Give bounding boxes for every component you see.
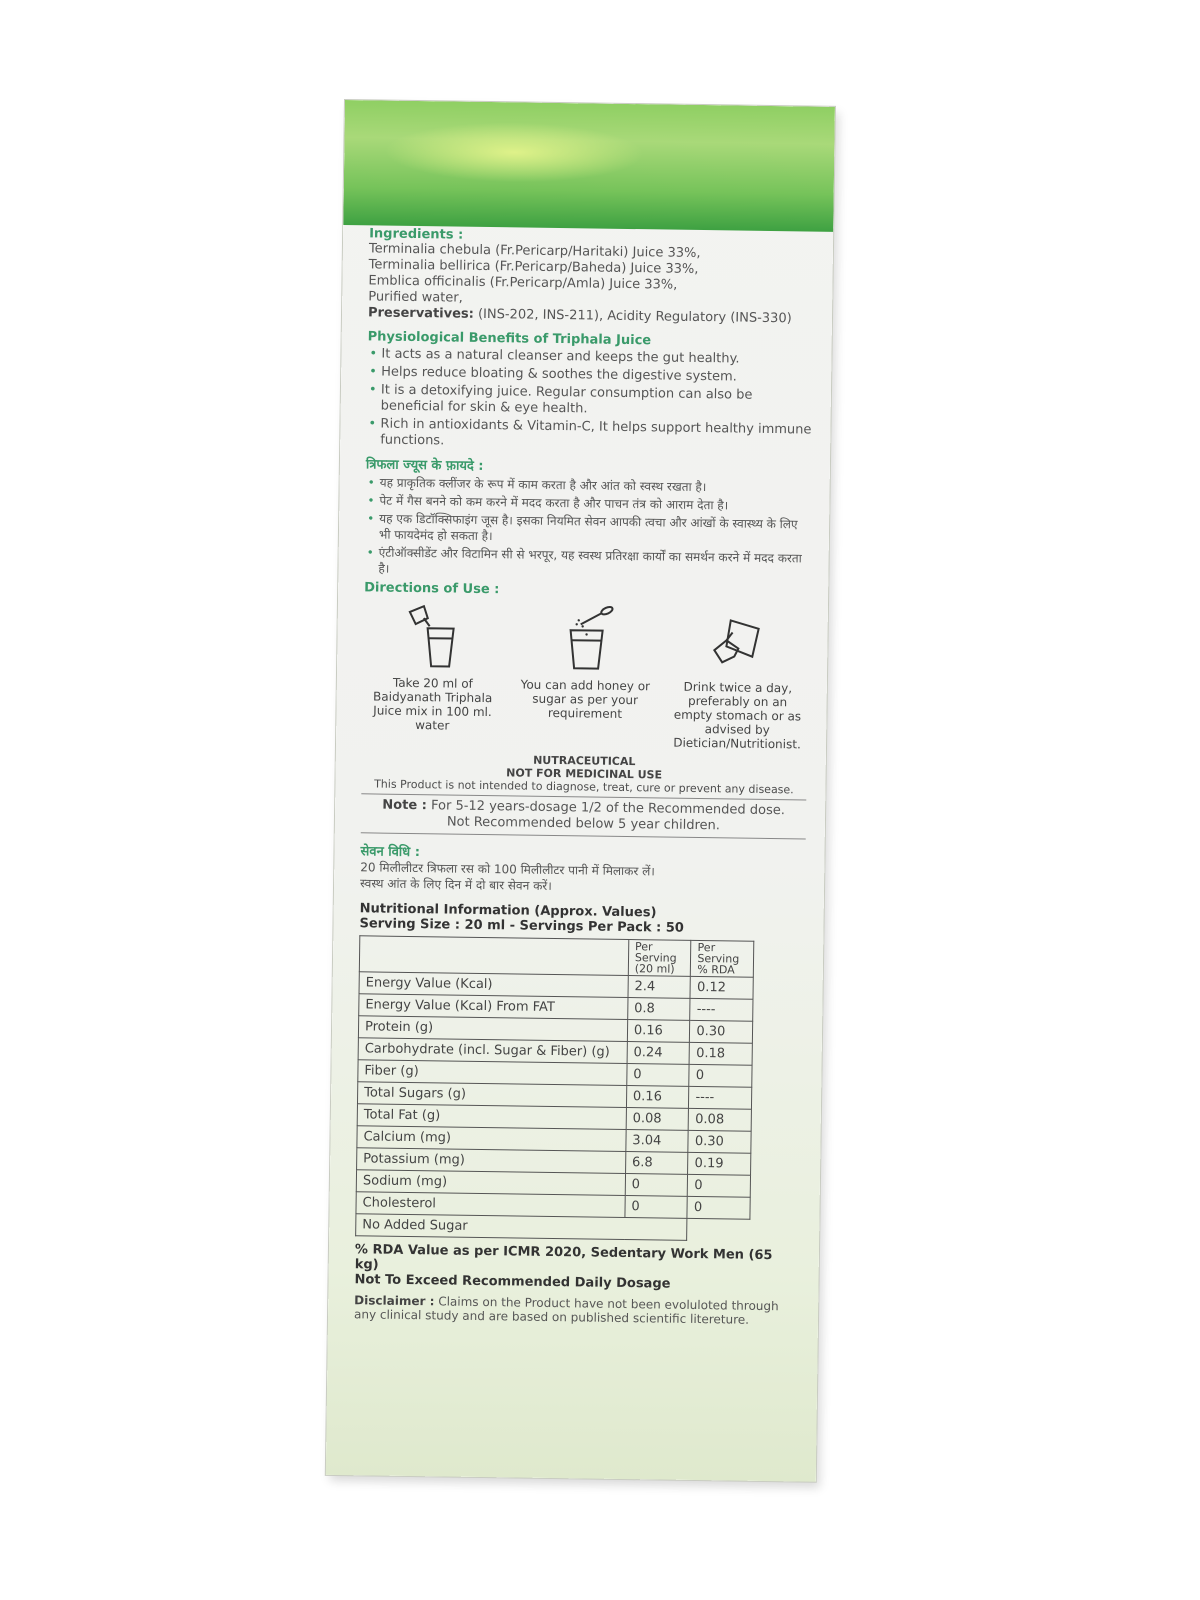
direction-text: Take 20 ml of Baidyanath Triphala Juice mix in 100 ml. water bbox=[372, 675, 493, 733]
directions-heading: Directions of Use : bbox=[364, 580, 500, 598]
table-cell-rda: ---- bbox=[689, 1086, 752, 1109]
direction-step bbox=[667, 606, 809, 752]
disclaimer-label: Disclaimer : bbox=[354, 1293, 435, 1309]
table-cell-name: Total Sugars (g) bbox=[357, 1082, 626, 1108]
table-cell-name: Energy Value (Kcal) From FAT bbox=[359, 994, 628, 1020]
hindi-usage-heading: सेवन विधि : bbox=[360, 844, 421, 861]
note-label: Note : bbox=[382, 797, 428, 814]
table-cell-name: Fiber (g) bbox=[358, 1060, 627, 1086]
table-cell-serving: 3.04 bbox=[626, 1130, 689, 1153]
serving-size: Serving Size : 20 ml - Servings Per Pack : 50 bbox=[359, 916, 684, 936]
table-cell-name: Calcium (mg) bbox=[357, 1126, 626, 1152]
spoon-into-glass-icon bbox=[556, 604, 617, 675]
rda-note: % RDA Value as per ICMR 2020, Sedentary Work Men (65 kg) bbox=[354, 1242, 773, 1273]
not-intended-notice: This Product is not intended to diagnose, treat, cure or prevent any disease. bbox=[374, 777, 794, 797]
table-cell-serving: 0.24 bbox=[627, 1042, 690, 1065]
no-added-sugar-cell: No Added Sugar bbox=[356, 1214, 688, 1241]
table-header-row bbox=[359, 936, 753, 977]
hindi-usage-line: 20 मिलीलीटर त्रिफला रस को 100 मिलीलीटर पानी में मिलाकर लें। bbox=[360, 860, 655, 879]
nutrition-section bbox=[354, 901, 805, 1327]
table-cell-name: Potassium (mg) bbox=[357, 1148, 626, 1174]
table-cell-serving: 0.16 bbox=[627, 1020, 690, 1043]
nutraceutical-label: NUTRACEUTICAL bbox=[533, 753, 636, 769]
hindi-usage-line: स्वस्थ आंत के लिए दिन में दो बार सेवन करें। bbox=[359, 876, 552, 893]
table-cell-serving: 0 bbox=[625, 1174, 688, 1197]
pour-into-glass-icon bbox=[403, 602, 464, 673]
col-header-serving: Per Serving (20 ml) bbox=[628, 940, 691, 977]
table-cell-name: Total Fat (g) bbox=[357, 1104, 626, 1130]
limit-note: Not To Exceed Recommended Daily Dosage bbox=[354, 1272, 671, 1292]
table-cell-name: Energy Value (Kcal) bbox=[359, 972, 628, 998]
green-top-band bbox=[343, 100, 835, 232]
table-cell-serving: 0.8 bbox=[628, 998, 691, 1021]
table-cell-serving: 0 bbox=[625, 1196, 688, 1219]
table-cell-rda: 0.19 bbox=[688, 1152, 751, 1175]
not-medicinal-label: NOT FOR MEDICINAL USE bbox=[506, 766, 663, 782]
direction-step bbox=[362, 601, 504, 747]
ingredient-line: Terminalia chebula (Fr.Pericarp/Haritaki) Juice 33%, bbox=[368, 241, 701, 261]
nutraceutical-block bbox=[361, 751, 807, 796]
table-cell-rda: 0 bbox=[687, 1196, 750, 1219]
benefit-item: • Rich in antioxidants & Vitamin-C, It helps support healthy immune functions. bbox=[366, 416, 811, 454]
direction-step bbox=[514, 603, 656, 749]
benefit-item: • It acts as a natural cleanser and keeps the gut healthy. bbox=[367, 346, 812, 368]
table-cell-rda: 0.12 bbox=[690, 976, 753, 999]
disclaimer bbox=[354, 1293, 799, 1327]
table-cell-serving: 2.4 bbox=[628, 976, 691, 999]
table-cell-name: Cholesterol bbox=[356, 1192, 625, 1218]
ingredient-line: Terminalia bellirica (Fr.Pericarp/Baheda) Juice 33%, bbox=[368, 257, 699, 277]
table-cell-name: Protein (g) bbox=[358, 1016, 627, 1042]
disclaimer-text: Claims on the Product have not been evoluloted through any clinical study and are based on published scientific litereture. bbox=[353, 1294, 779, 1327]
table-cell-serving: 0 bbox=[627, 1064, 690, 1087]
hindi-benefit-item: • यह एक डिटॉक्सिफाइंग जूस है। इसका नियमित सेवन आपकी त्वचा और आंखों के स्वास्थ्य के लिए भी फायदेमंद हो सकता है। bbox=[365, 510, 810, 548]
table-cell-rda: 0 bbox=[689, 1064, 752, 1087]
note-text-2: Not Recommended below 5 year children. bbox=[446, 814, 721, 834]
col-header-rda: Per Serving % RDA bbox=[691, 940, 754, 977]
benefits-heading: Physiological Benefits of Triphala Juice bbox=[367, 329, 652, 349]
ingredient-line: Emblica officinalis (Fr.Pericarp/Amla) Juice 33%, bbox=[368, 273, 678, 293]
directions-row bbox=[362, 601, 809, 751]
ingredient-line: Purified water, bbox=[368, 289, 463, 306]
table-cell-serving: 0.16 bbox=[626, 1086, 689, 1109]
benefit-item: • It is a detoxifying juice. Regular consumption can also be beneficial for skin & eye health. bbox=[367, 382, 812, 420]
direction-text: Drink twice a day, preferably on an empty stomach or as advised by Dietician/Nutritionist. bbox=[673, 679, 802, 752]
table-cell-rda: 0 bbox=[688, 1174, 751, 1197]
hand-holding-glass-icon bbox=[708, 606, 769, 677]
table-cell-rda: 0.18 bbox=[689, 1042, 752, 1065]
direction-text: You can add honey or sugar as per your requirement bbox=[520, 677, 651, 721]
table-cell-rda: 0.30 bbox=[688, 1130, 751, 1153]
table-cell-rda: 0.08 bbox=[689, 1108, 752, 1131]
ingredients-heading: Ingredients : bbox=[369, 226, 464, 243]
hindi-benefit-item: • एंटीऑक्सीडेंट और विटामिन सी से भरपूर, यह स्वस्थ प्रतिरक्षा कार्यों का समर्थन करने में मदद करता है। bbox=[364, 544, 809, 582]
hindi-benefit-item: • यह प्राकृतिक क्लींजर के रूप में काम करता है और आंत को स्वस्थ रखता है। bbox=[366, 474, 811, 496]
benefits-list bbox=[366, 346, 812, 454]
note-block bbox=[361, 797, 806, 835]
label-content bbox=[354, 226, 814, 1327]
hindi-benefits-heading: त्रिफला ज्यूस के फ़ायदे : bbox=[365, 457, 484, 474]
product-box-back-panel bbox=[326, 100, 835, 1482]
preservatives-text: (INS-202, INS-211), Acidity Regulatory (INS-330) bbox=[473, 306, 792, 327]
preservatives-label: Preservatives: bbox=[367, 305, 474, 322]
table-cell-rda: ---- bbox=[690, 998, 753, 1021]
table-cell-name: Carbohydrate (incl. Sugar & Fiber) (g) bbox=[358, 1038, 627, 1064]
hindi-benefits-list bbox=[364, 474, 810, 582]
nutrition-title: Nutritional Information (Approx. Values) bbox=[359, 901, 657, 921]
table-cell-serving: 0.08 bbox=[626, 1108, 689, 1131]
nutrition-table bbox=[355, 935, 754, 1241]
note-text: For 5-12 years-dosage 1/2 of the Recommended dose. bbox=[426, 798, 786, 819]
hindi-benefit-item: • पेट में गैस बनने को कम करने में मदद करता है और पाचन तंत्र को आराम देता है। bbox=[365, 492, 810, 514]
table-cell-name: Sodium (mg) bbox=[356, 1170, 625, 1196]
table-cell-serving: 6.8 bbox=[625, 1152, 688, 1175]
benefit-item: • Helps reduce bloating & soothes the digestive system. bbox=[367, 364, 812, 386]
table-cell-rda: 0.30 bbox=[690, 1020, 753, 1043]
